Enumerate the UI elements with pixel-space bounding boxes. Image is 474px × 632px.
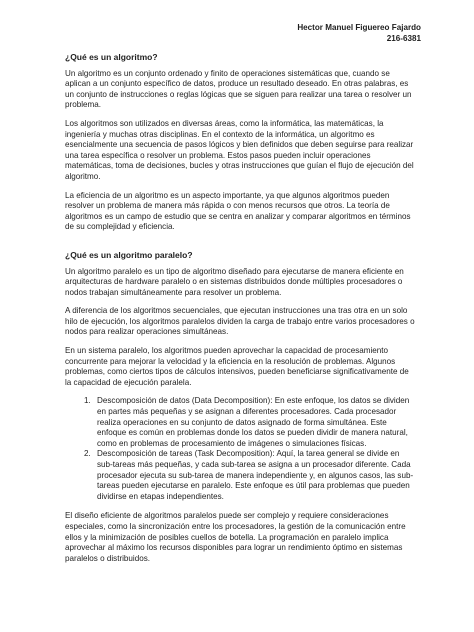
- author-name: Hector Manuel Figuereo Fajardo: [297, 23, 421, 32]
- list-item: 1. Descomposición de datos (Data Decomposition): En este enfoque, los datos se dividen en partes más pequeñas y se asignan a diferentes procesadores. Cada procesador realiza operaciones en su conjunto de datos asignado de forma simultánea. Este enfoque es común en problemas donde los datos se pueden dividir de manera natural, como en problemas de procesamiento de imágenes o simulaciones físicas.: [93, 396, 415, 449]
- paragraph: En un sistema paralelo, los algoritmos pueden aprovechar la capacidad de procesamiento concurrente para mejorar la velocidad y la eficiencia en la resolución de problemas. Algunos problemas, como ciertos tipos de cálculos intensivos, pueden beneficiarse significativamente de la capacidad de ejecución paralela.: [65, 346, 409, 387]
- section-heading-parallel-algorithm: ¿Qué es un algoritmo paralelo?: [65, 249, 193, 260]
- decomposition-list: [65, 396, 415, 502]
- paragraph: Los algoritmos son utilizados en diversas áreas, como la informática, las matemáticas, la ingeniería y muchas otras disciplinas. En el contexto de la informática, un algoritmo es esencialmente una secuencia de pasos lógicos y bien definidos que deben seguirse para realizar una tarea específica o resolver un problema. Estos pasos pueden incluir operaciones matemáticas, toma de decisiones, bucles y otras instrucciones que guían el flujo de ejecución del algoritmo.: [65, 118, 414, 181]
- paragraph: La eficiencia de un algoritmo es un aspecto importante, ya que algunos algoritmos pueden resolver un problema de manera más rápida o con menos recursos que otros. La teoría de algoritmos es un campo de estudio que se centra en analizar y comparar algoritmos en términos de su complejidad y eficiencia.: [65, 190, 411, 232]
- author-id: 216-6381: [386, 34, 421, 43]
- paragraph: A diferencia de los algoritmos secuenciales, que ejecutan instrucciones una tras otra en un solo hilo de ejecución, los algoritmos paralelos dividen la carga de trabajo entre varios procesadores o nodos para realizar operaciones simultáneas.: [65, 306, 415, 337]
- document-content: [65, 22, 421, 572]
- paragraph: El diseño eficiente de algoritmos paralelos puede ser complejo y requiere consideraciones especiales, como la sincronización entre los procesadores, la gestión de la comunicación entre ellos y la minimización de posibles cuellos de botella. La programación en paralelo implica aprovechar al máximo los recursos disponibles para lograr un rendimiento óptimo en sistemas paralelos o distribuidos.: [65, 511, 406, 563]
- list-item: 2. Descomposición de tareas (Task Decomposition): Aquí, la tarea general se divide en sub-tareas más pequeñas, y cada sub-tarea se asigna a un procesador diferente. Cada procesador ejecuta su sub-tarea de manera independiente y, en algunos casos, las sub-tareas pueden ejecutarse en paralelo. Este enfoque es útil para problemas que pueden dividirse en etapas independientes.: [93, 449, 415, 502]
- paragraph: Un algoritmo es un conjunto ordenado y finito de operaciones sistemáticas que, cuando se aplican a un conjunto específico de datos, produce un resultado deseado. En otras palabras, es un conjunto de instrucciones o reglas lógicas que se siguen para realizar una tarea o resolver un problema.: [65, 68, 412, 110]
- author-block: [65, 22, 421, 44]
- section-heading-algorithm: ¿Qué es un algoritmo?: [65, 52, 158, 62]
- paragraph: Un algoritmo paralelo es un tipo de algoritmo diseñado para ejecutarse de manera eficiente en arquitecturas de hardware paralelo o en sistemas distribuidos donde múltiples procesadores o nodos trabajan simultáneamente para resolver un problema.: [65, 266, 404, 297]
